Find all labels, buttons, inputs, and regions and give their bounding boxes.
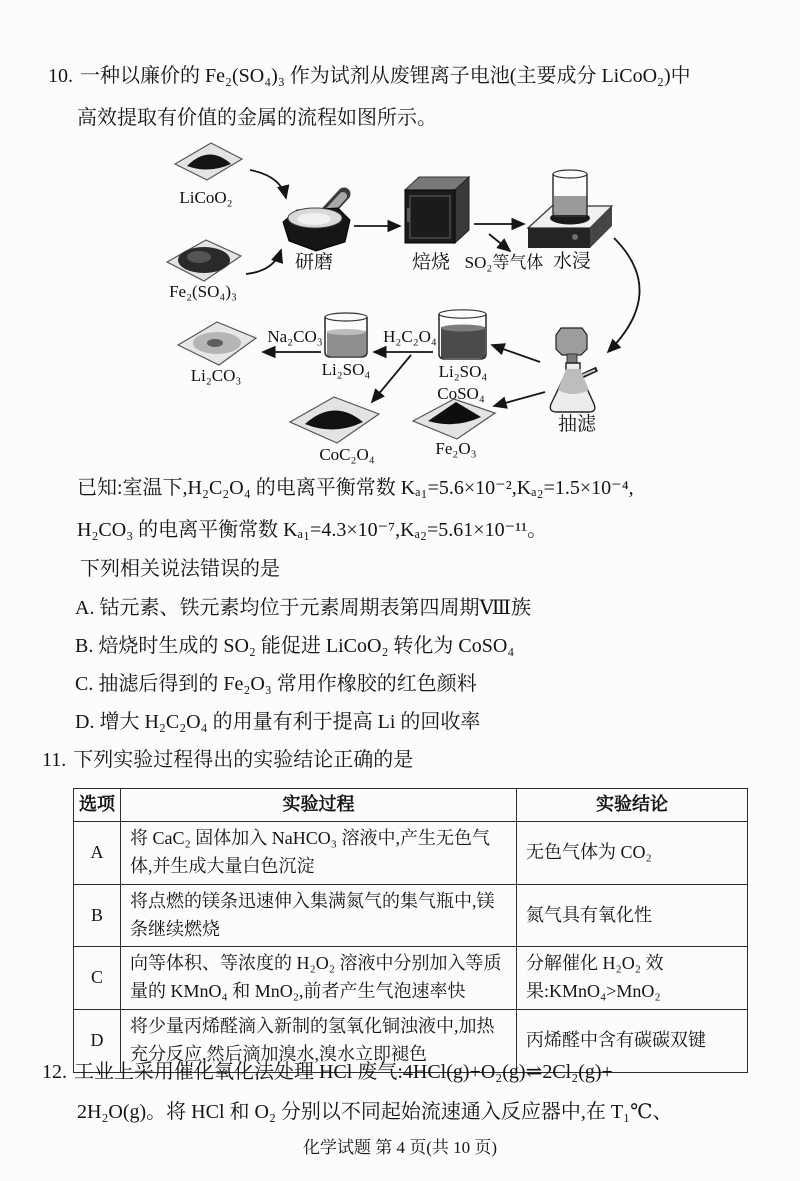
row-c-option: C <box>74 947 121 1010</box>
label-grind: 研磨 <box>294 252 334 273</box>
row-b-process: 将点燃的镁条迅速伸入集满氮气的集气瓶中,镁条继续燃烧 <box>121 884 517 947</box>
hotplate-beaker-icon <box>528 170 612 248</box>
row-c-process: 向等体积、等浓度的 H₂O₂ 溶液中分别加入等质量的 KMnO₄ 和 MnO₂,前者产生气泡速率快 <box>121 947 517 1010</box>
arrow-licoo2-to-grind <box>250 170 286 198</box>
option-c-label: C. <box>75 673 94 695</box>
beaker-mix-icon <box>439 310 486 359</box>
tray-fe2o3-icon <box>413 399 495 439</box>
table-row <box>74 947 748 1010</box>
q10-option-d <box>75 710 480 735</box>
label-so2-gas: SO₂等气体 <box>464 253 544 272</box>
row-d-conclusion: 丙烯醛中含有碳碳双键 <box>517 1010 748 1073</box>
option-d-label: D. <box>75 711 95 733</box>
tray-fe2so43-icon <box>167 240 241 281</box>
q10-option-b <box>75 634 514 659</box>
q10-known-line1: 已知:室温下,H₂C₂O₄ 的电离平衡常数 Kₐ₁=5.6×10⁻²,Kₐ₂=1.5×10⁻⁴, <box>77 477 634 499</box>
q10-option-c <box>75 672 477 697</box>
header-option: 选项 <box>74 789 121 822</box>
process-flow-diagram <box>0 140 800 472</box>
header-process: 实验过程 <box>121 789 517 822</box>
q10-stem-line2: 高效提取有价值的金属的流程如图所示。 <box>77 107 437 129</box>
table-row <box>74 884 748 947</box>
row-b-option: B <box>74 884 121 947</box>
arrow-filter-to-mix <box>492 345 540 362</box>
option-c-text: 抽滤后得到的 Fe₂O₃ 常用作橡胶的红色颜料 <box>98 673 477 695</box>
option-d-text: 增大 H₂C₂O₄ 的用量有利于提高 Li 的回收率 <box>99 711 481 733</box>
label-na2co3: Na₂CO₃ <box>267 327 323 346</box>
option-a-text: 钴元素、铁元素均位于元素周期表第四周期Ⅷ族 <box>99 597 531 619</box>
label-h2c2o4: H₂C₂O₄ <box>383 327 437 346</box>
row-d-process: 将少量丙烯醛滴入新制的氢氧化铜浊液中,加热充分反应,然后滴加溴水,溴水立即褪色 <box>121 1010 517 1073</box>
page-footer: 化学试题 第 4 页(共 10 页) <box>302 1138 498 1157</box>
tray-coc2o4-icon <box>290 397 379 443</box>
label-fe2o3: Fe₂O₃ <box>435 439 477 458</box>
label-licoo2: LiCoO₂ <box>179 188 233 207</box>
arrow-fe2so43-to-grind <box>246 250 281 274</box>
arrow-leach-to-filter <box>608 238 640 352</box>
option-b-text: 焙烧时生成的 SO₂ 能促进 LiCoO₂ 转化为 CoSO₄ <box>98 635 515 657</box>
label-mix-coso4: CoSO₄ <box>437 384 485 403</box>
q10-number: 10. <box>48 65 73 87</box>
row-b-conclusion: 氮气具有氧化性 <box>517 884 748 947</box>
q12-number: 12. <box>42 1061 67 1083</box>
q10-stem-text1: 一种以廉价的 Fe₂(SO₄)₃ 作为试剂从废锂离子电池(主要成分 LiCoO₂)中 <box>80 65 691 87</box>
header-conclusion: 实验结论 <box>517 789 748 822</box>
mortar-pestle-icon <box>283 194 350 251</box>
filter-flask-icon <box>550 328 597 412</box>
label-leach: 水浸 <box>552 251 592 272</box>
q10-known-line2: H₂CO₃ 的电离平衡常数 Kₐ₁=4.3×10⁻⁷,Kₐ₂=5.61×10⁻¹¹。 <box>77 519 548 541</box>
row-c-conclusion: 分解催化 H₂O₂ 效果:KMnO₄>MnO₂ <box>517 947 748 1010</box>
furnace-icon <box>405 177 469 243</box>
row-a-option: A <box>74 821 121 884</box>
beaker-li2so4-icon <box>325 313 367 357</box>
option-a-label: A. <box>75 597 95 619</box>
label-mix-li2so4: Li₂SO₄ <box>438 362 488 381</box>
q11-table <box>73 788 748 1073</box>
row-a-conclusion: 无色气体为 CO₂ <box>517 821 748 884</box>
label-fe2so43: Fe₂(SO₄)₃ <box>169 282 237 301</box>
q12-stem-line2: 2H₂O(g)。将 HCl 和 O₂ 分别以不同起始流速通入反应器中,在 T₁℃、 <box>77 1101 673 1123</box>
q10-stem-line1 <box>48 64 691 89</box>
label-coc2o4: CoC₂O₄ <box>319 445 375 464</box>
q11-stem-text: 下列实验过程得出的实验结论正确的是 <box>73 749 414 771</box>
q12-stem-text1: 工业上采用催化氧化法处理 HCl 废气:4HCl(g)+O₂(g)⇌2Cl₂(g)+ <box>74 1061 613 1083</box>
q12-stem-line1 <box>42 1060 613 1085</box>
label-li2so4: Li₂SO₄ <box>321 360 371 379</box>
table-row <box>74 821 748 884</box>
q10-option-a <box>75 596 531 621</box>
option-b-label: B. <box>75 635 94 657</box>
label-filter: 抽滤 <box>557 414 597 435</box>
label-roast: 焙烧 <box>411 252 451 273</box>
arrow-filter-to-fe2o3 <box>494 392 545 406</box>
flow-diagram-graphics <box>0 140 800 472</box>
tray-licoo2-icon <box>175 143 242 180</box>
arrow-to-coc2o4 <box>372 355 411 402</box>
q11-number: 11. <box>42 749 67 771</box>
row-a-process: 将 CaC₂ 固体加入 NaHCO₃ 溶液中,产生无色气体,并生成大量白色沉淀 <box>121 821 517 884</box>
tray-li2co3-icon <box>178 322 256 365</box>
row-d-option: D <box>74 1010 121 1073</box>
label-li2co3: Li₂CO₃ <box>190 366 242 385</box>
table-header-row <box>74 789 748 822</box>
q11-stem-line <box>42 748 413 773</box>
arrow-so2-branch <box>489 234 510 251</box>
q10-prompt: 下列相关说法错误的是 <box>80 558 280 580</box>
